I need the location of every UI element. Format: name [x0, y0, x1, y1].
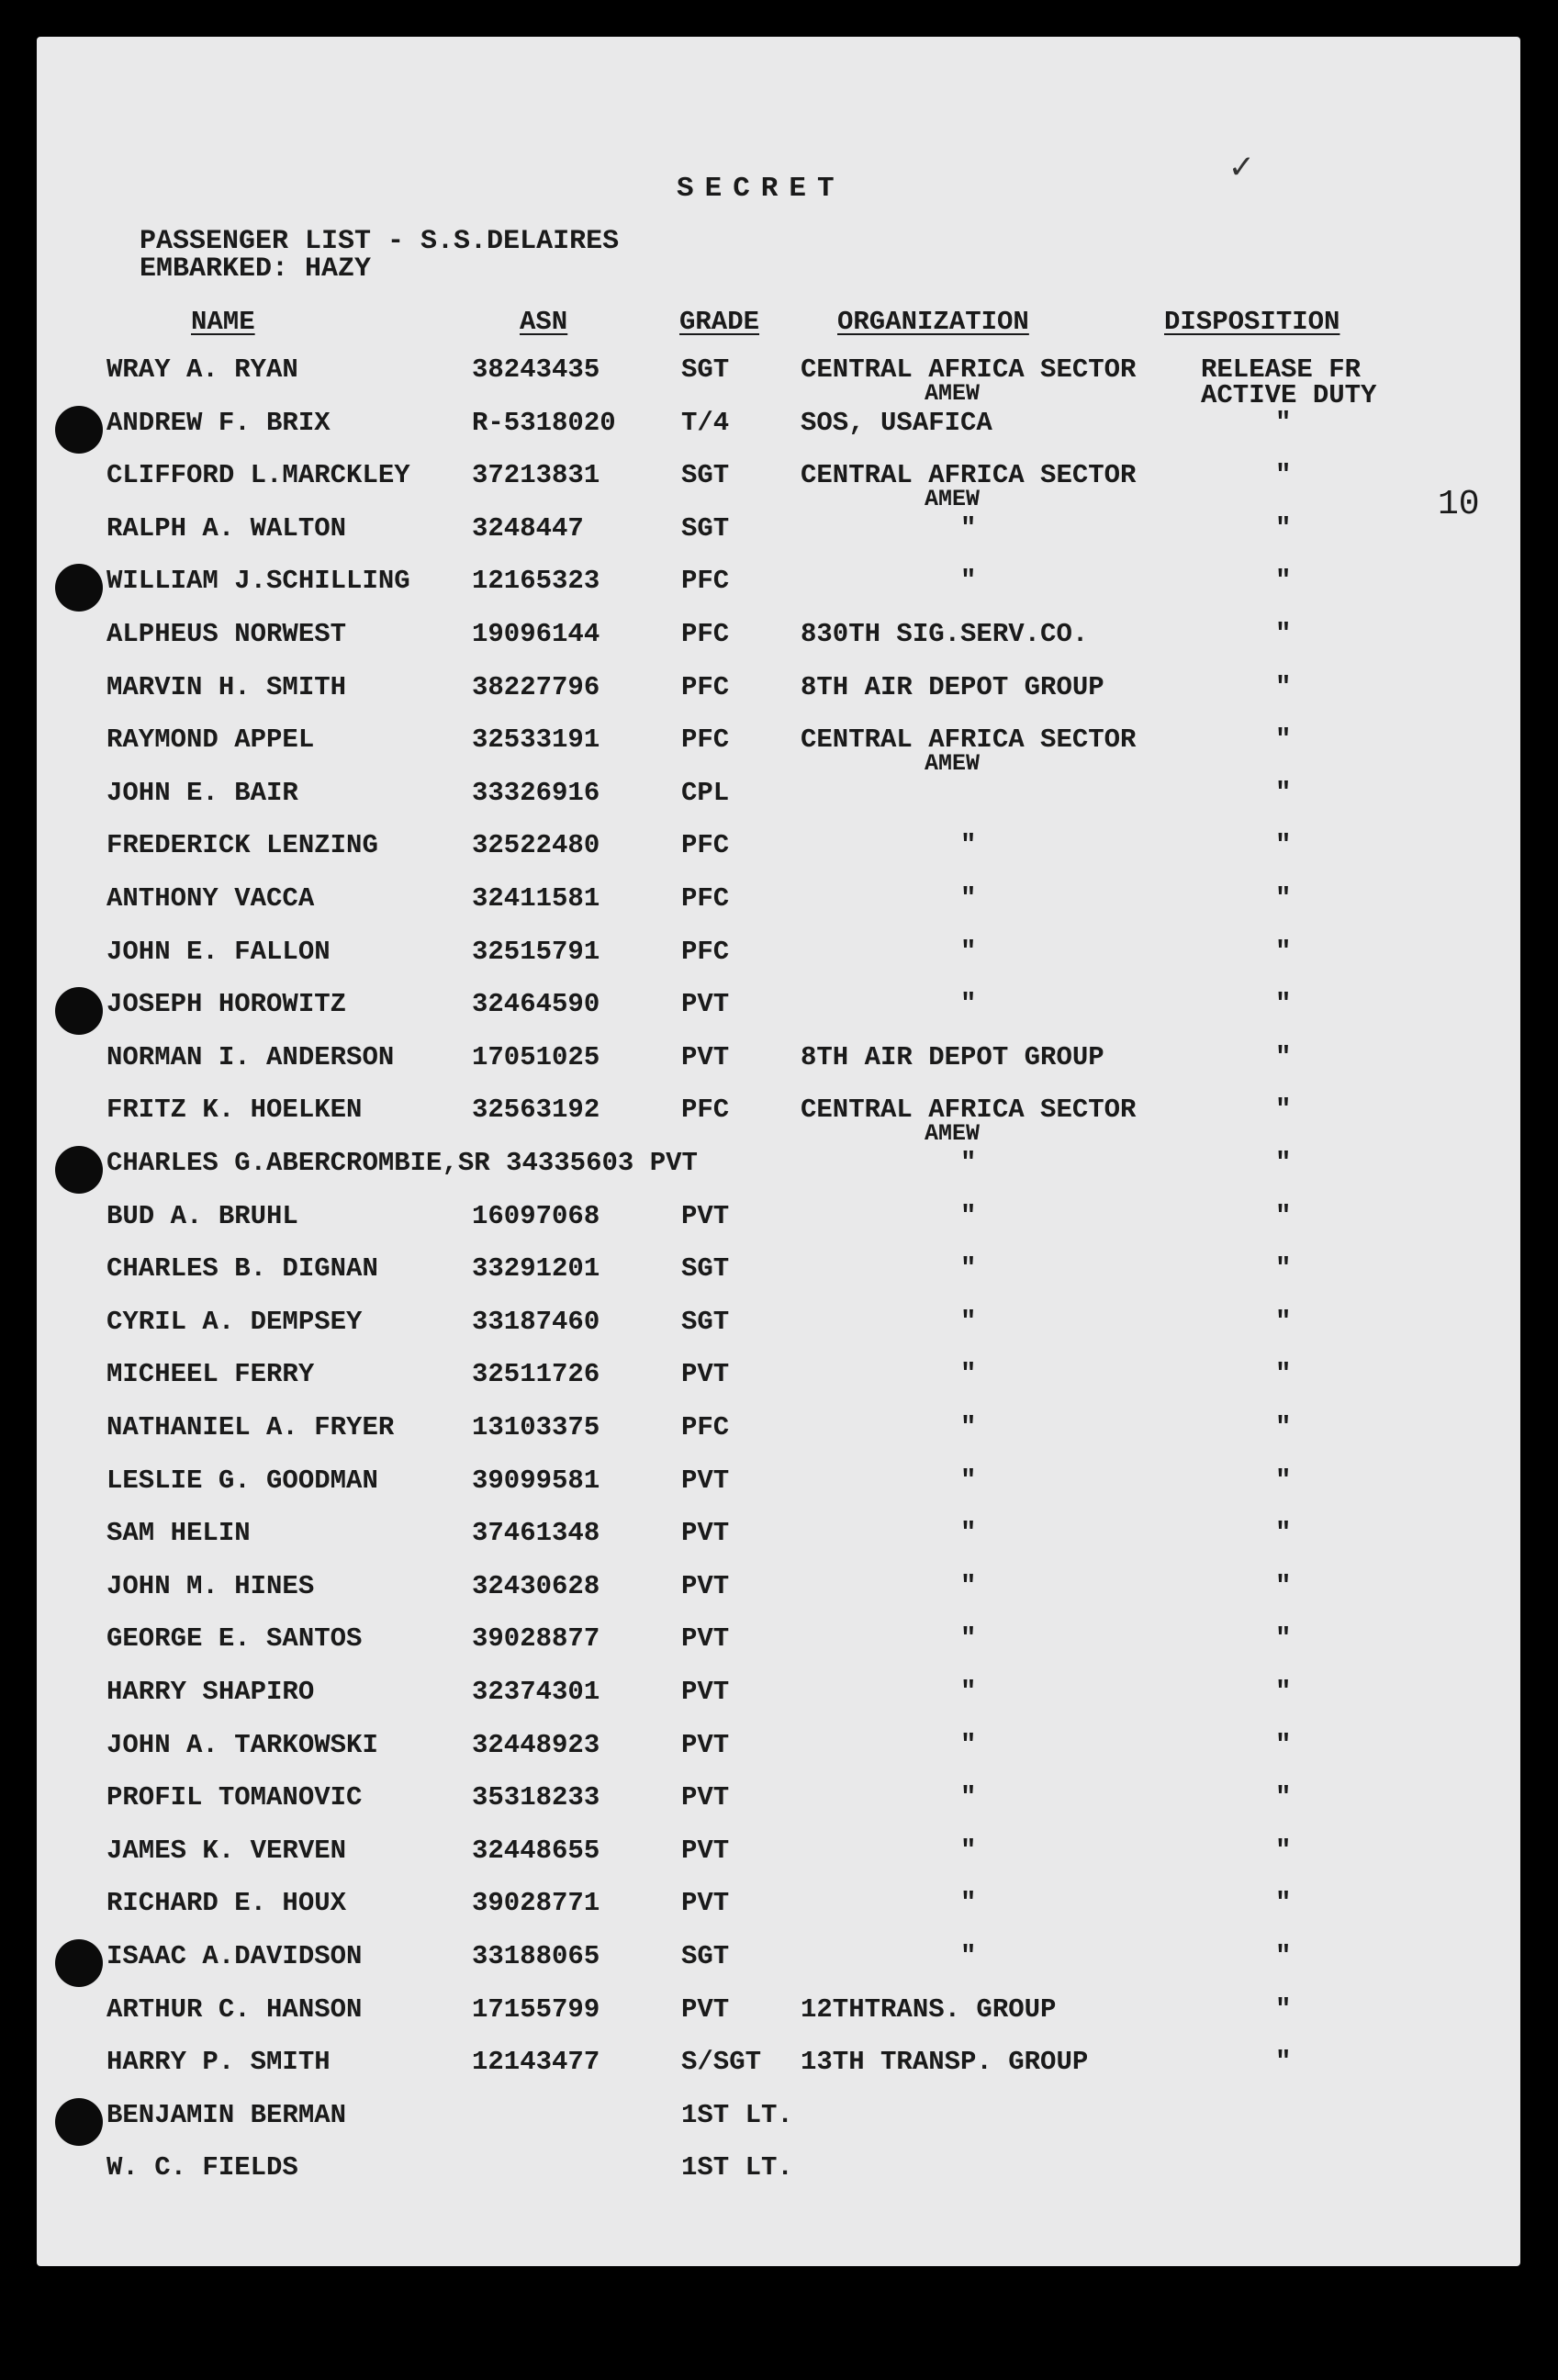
hole-punch-mark	[55, 406, 103, 454]
passenger-asn: 33291201	[472, 1253, 600, 1284]
passenger-disposition: "	[1275, 1307, 1292, 1337]
passenger-asn: 32515791	[472, 937, 600, 967]
passenger-grade: PVT	[681, 1518, 730, 1548]
table-row	[37, 937, 1520, 981]
passenger-asn: R-5318020	[472, 408, 616, 438]
table-row	[37, 1095, 1520, 1147]
hole-punch-mark	[55, 1939, 103, 1987]
hole-punch-mark	[55, 987, 103, 1035]
table-row	[37, 408, 1520, 452]
passenger-disposition: "	[1275, 1888, 1292, 1918]
table-row	[37, 830, 1520, 874]
table-row	[37, 1307, 1520, 1351]
passenger-asn: 39028877	[472, 1623, 600, 1654]
passenger-grade: PFC	[681, 619, 730, 649]
passenger-grade: PFC	[681, 830, 730, 860]
table-row	[37, 1518, 1520, 1562]
passenger-asn: 32448923	[472, 1730, 600, 1760]
table-row	[37, 1253, 1520, 1297]
passenger-grade: PVT	[681, 1888, 730, 1918]
passenger-organization: "	[960, 1307, 977, 1337]
passenger-name: JOHN E. BAIR	[106, 778, 298, 808]
passenger-organization: "	[960, 513, 977, 544]
passenger-disposition: RELEASE FR	[1201, 354, 1362, 385]
passenger-grade: PVT	[681, 1359, 730, 1389]
passenger-grade: SGT	[681, 354, 730, 385]
passenger-organization: CENTRAL AFRICA SECTOR	[801, 354, 1137, 385]
passenger-name: RAYMOND APPEL	[106, 724, 315, 755]
passenger-name: JAMES K. VERVEN	[106, 1836, 347, 1866]
passenger-name: HARRY SHAPIRO	[106, 1677, 315, 1707]
passenger-disposition: "	[1275, 408, 1292, 438]
passenger-name: ANTHONY VACCA	[106, 883, 315, 914]
table-row	[37, 1465, 1520, 1510]
passenger-asn: 32533191	[472, 724, 600, 755]
passenger-name: JOSEPH HOROWITZ	[106, 989, 347, 1019]
passenger-grade: PFC	[681, 1095, 730, 1125]
passenger-organization: "	[960, 989, 977, 1019]
passenger-organization-continued: AMEW	[925, 750, 981, 777]
passenger-organization: "	[960, 1465, 977, 1496]
passenger-name: MICHEEL FERRY	[106, 1359, 315, 1389]
passenger-name: NATHANIEL A. FRYER	[106, 1412, 395, 1443]
passenger-disposition: "	[1275, 1941, 1292, 1971]
passenger-name: SAM HELIN	[106, 1518, 251, 1548]
passenger-name: ANDREW F. BRIX	[106, 408, 331, 438]
passenger-asn: 39028771	[472, 1888, 600, 1918]
passenger-asn: 16097068	[472, 1201, 600, 1231]
table-row	[37, 778, 1520, 822]
passenger-name: BUD A. BRUHL	[106, 1201, 298, 1231]
passenger-disposition: "	[1275, 1253, 1292, 1284]
passenger-grade: PFC	[681, 724, 730, 755]
passenger-name: WRAY A. RYAN	[106, 354, 298, 385]
passenger-organization: "	[960, 1677, 977, 1707]
table-row	[37, 1941, 1520, 1985]
passenger-organization: "	[960, 1412, 977, 1443]
table-row	[37, 724, 1520, 777]
passenger-organization: "	[960, 1623, 977, 1654]
passenger-disposition: "	[1275, 883, 1292, 914]
column-header-disposition: DISPOSITION	[1164, 307, 1340, 337]
passenger-asn: 35318233	[472, 1782, 600, 1813]
passenger-grade: 1ST LT.	[681, 2152, 793, 2183]
passenger-organization: "	[960, 883, 977, 914]
table-row	[37, 354, 1520, 410]
passenger-asn: 32464590	[472, 989, 600, 1019]
passenger-organization: "	[960, 566, 977, 596]
passenger-disposition: "	[1275, 1412, 1292, 1443]
passenger-grade: PVT	[681, 1465, 730, 1496]
passenger-asn: 39099581	[472, 1465, 600, 1496]
passenger-asn: 32563192	[472, 1095, 600, 1125]
passenger-disposition: "	[1275, 460, 1292, 490]
column-header-organization: ORGANIZATION	[837, 307, 1029, 337]
passenger-organization: "	[960, 937, 977, 967]
passenger-grade: PVT	[681, 1782, 730, 1813]
passenger-organization-continued: AMEW	[925, 1120, 981, 1147]
passenger-asn: 33188065	[472, 1941, 600, 1971]
passenger-organization: "	[960, 1782, 977, 1813]
passenger-disposition: "	[1275, 1201, 1292, 1231]
passenger-disposition: "	[1275, 1465, 1292, 1496]
passenger-grade: SGT	[681, 460, 730, 490]
passenger-name: NORMAN I. ANDERSON	[106, 1042, 395, 1072]
passenger-grade: PVT	[681, 1623, 730, 1654]
passenger-name: FREDERICK LENZING	[106, 830, 378, 860]
passenger-name: CHARLES G.ABERCROMBIE,SR 34335603 PVT	[106, 1148, 698, 1178]
title-line: PASSENGER LIST - S.S.DELAIRES	[140, 226, 620, 257]
passenger-disposition-continued: ACTIVE DUTY	[1201, 380, 1377, 410]
passenger-disposition: "	[1275, 989, 1292, 1019]
passenger-name: RALPH A. WALTON	[106, 513, 347, 544]
passenger-disposition: "	[1275, 1095, 1292, 1125]
passenger-name: JOHN A. TARKOWSKI	[106, 1730, 378, 1760]
column-header-name: NAME	[191, 307, 255, 337]
table-row	[37, 513, 1520, 557]
passenger-grade: PFC	[681, 566, 730, 596]
passenger-disposition: "	[1275, 1782, 1292, 1813]
passenger-disposition: "	[1275, 830, 1292, 860]
passenger-organization: 13TH TRANSP. GROUP	[801, 2047, 1089, 2077]
passenger-name: CYRIL A. DEMPSEY	[106, 1307, 363, 1337]
passenger-organization: "	[960, 1253, 977, 1284]
hole-punch-mark	[55, 2098, 103, 2146]
passenger-organization: "	[960, 830, 977, 860]
passenger-grade: CPL	[681, 778, 730, 808]
table-row	[37, 1782, 1520, 1826]
passenger-organization: "	[960, 1941, 977, 1971]
passenger-disposition: "	[1275, 1042, 1292, 1072]
embarked-line: EMBARKED: HAZY	[140, 253, 372, 285]
passenger-grade: PVT	[681, 1571, 730, 1601]
passenger-disposition: "	[1275, 566, 1292, 596]
handwritten-check-mark: ✓	[1230, 149, 1253, 190]
passenger-disposition: "	[1275, 672, 1292, 702]
table-row	[37, 2100, 1520, 2144]
passenger-asn: 33326916	[472, 778, 600, 808]
passenger-name: LESLIE G. GOODMAN	[106, 1465, 378, 1496]
passenger-grade: PFC	[681, 883, 730, 914]
passenger-grade: SGT	[681, 1941, 730, 1971]
passenger-grade: PFC	[681, 937, 730, 967]
passenger-organization: CENTRAL AFRICA SECTOR	[801, 460, 1137, 490]
table-row	[37, 1994, 1520, 2038]
passenger-asn: 17051025	[472, 1042, 600, 1072]
passenger-disposition: "	[1275, 1677, 1292, 1707]
passenger-organization: "	[960, 1888, 977, 1918]
table-row	[37, 1836, 1520, 1880]
passenger-grade: SGT	[681, 513, 730, 544]
passenger-asn: 38227796	[472, 672, 600, 702]
passenger-disposition: "	[1275, 1148, 1292, 1178]
passenger-grade: T/4	[681, 408, 730, 438]
passenger-disposition: "	[1275, 937, 1292, 967]
passenger-name: JOHN M. HINES	[106, 1571, 315, 1601]
passenger-asn: 38243435	[472, 354, 600, 385]
passenger-asn: 32430628	[472, 1571, 600, 1601]
table-row	[37, 1623, 1520, 1667]
passenger-organization: "	[960, 1148, 977, 1178]
classification-header: SECRET	[677, 173, 846, 205]
passenger-asn: 32448655	[472, 1836, 600, 1866]
passenger-name: W. C. FIELDS	[106, 2152, 298, 2183]
passenger-asn: 32511726	[472, 1359, 600, 1389]
passenger-organization: 8TH AIR DEPOT GROUP	[801, 1042, 1104, 1072]
passenger-organization: 12THTRANS. GROUP	[801, 1994, 1057, 2025]
passenger-asn: 32374301	[472, 1677, 600, 1707]
passenger-name: ALPHEUS NORWEST	[106, 619, 347, 649]
passenger-disposition: "	[1275, 1571, 1292, 1601]
passenger-asn: 19096144	[472, 619, 600, 649]
passenger-disposition: "	[1275, 1359, 1292, 1389]
passenger-grade: PVT	[681, 1994, 730, 2025]
passenger-name: WILLIAM J.SCHILLING	[106, 566, 410, 596]
passenger-organization: "	[960, 1571, 977, 1601]
passenger-asn: 12143477	[472, 2047, 600, 2077]
passenger-name: RICHARD E. HOUX	[106, 1888, 347, 1918]
hole-punch-mark	[55, 564, 103, 612]
table-row	[37, 883, 1520, 927]
passenger-asn: 12165323	[472, 566, 600, 596]
passenger-organization-continued: AMEW	[925, 486, 981, 512]
passenger-organization: "	[960, 1359, 977, 1389]
passenger-disposition: "	[1275, 1994, 1292, 2025]
passenger-name: CLIFFORD L.MARCKLEY	[106, 460, 410, 490]
passenger-asn: 32522480	[472, 830, 600, 860]
passenger-organization: CENTRAL AFRICA SECTOR	[801, 1095, 1137, 1125]
passenger-disposition: "	[1275, 1730, 1292, 1760]
passenger-disposition: "	[1275, 1623, 1292, 1654]
passenger-grade: S/SGT	[681, 2047, 762, 2077]
passenger-disposition: "	[1275, 778, 1292, 808]
passenger-disposition: "	[1275, 619, 1292, 649]
table-row	[37, 1359, 1520, 1403]
passenger-grade: PVT	[681, 989, 730, 1019]
passenger-organization-continued: AMEW	[925, 380, 981, 407]
column-header-asn: ASN	[520, 307, 568, 337]
passenger-asn: 32411581	[472, 883, 600, 914]
table-row	[37, 566, 1520, 610]
passenger-asn: 37213831	[472, 460, 600, 490]
table-row	[37, 1412, 1520, 1456]
passenger-disposition: "	[1275, 724, 1292, 755]
passenger-organization: 830TH SIG.SERV.CO.	[801, 619, 1089, 649]
passenger-organization: "	[960, 1730, 977, 1760]
table-row	[37, 672, 1520, 716]
passenger-grade: PVT	[681, 1677, 730, 1707]
column-header-grade: GRADE	[679, 307, 760, 337]
passenger-name: PROFIL TOMANOVIC	[106, 1782, 363, 1813]
passenger-grade: PVT	[681, 1201, 730, 1231]
passenger-name: BENJAMIN BERMAN	[106, 2100, 347, 2130]
passenger-name: ARTHUR C. HANSON	[106, 1994, 363, 2025]
table-row	[37, 989, 1520, 1033]
passenger-grade: SGT	[681, 1253, 730, 1284]
passenger-grade: 1ST LT.	[681, 2100, 793, 2130]
passenger-disposition: "	[1275, 2047, 1292, 2077]
passenger-grade: PFC	[681, 1412, 730, 1443]
passenger-name: JOHN E. FALLON	[106, 937, 331, 967]
passenger-grade: PVT	[681, 1836, 730, 1866]
passenger-organization: 8TH AIR DEPOT GROUP	[801, 672, 1104, 702]
page-number: 10	[1438, 485, 1480, 524]
table-row	[37, 1148, 1520, 1192]
table-row	[37, 2047, 1520, 2091]
table-row	[37, 1201, 1520, 1245]
passenger-organization: "	[960, 1518, 977, 1548]
passenger-name: GEORGE E. SANTOS	[106, 1623, 363, 1654]
passenger-grade: PVT	[681, 1042, 730, 1072]
passenger-asn: 33187460	[472, 1307, 600, 1337]
table-row	[37, 1730, 1520, 1774]
passenger-disposition: "	[1275, 1518, 1292, 1548]
passenger-grade: PVT	[681, 1730, 730, 1760]
passenger-name: ISAAC A.DAVIDSON	[106, 1941, 363, 1971]
passenger-disposition: "	[1275, 513, 1292, 544]
table-row	[37, 1677, 1520, 1721]
table-row	[37, 1042, 1520, 1086]
passenger-asn: 17155799	[472, 1994, 600, 2025]
table-row	[37, 1571, 1520, 1615]
passenger-organization: CENTRAL AFRICA SECTOR	[801, 724, 1137, 755]
passenger-organization: "	[960, 1201, 977, 1231]
passenger-organization: "	[960, 1836, 977, 1866]
hole-punch-mark	[55, 1146, 103, 1194]
passenger-asn: 37461348	[472, 1518, 600, 1548]
passenger-name: FRITZ K. HOELKEN	[106, 1095, 363, 1125]
passenger-asn: 13103375	[472, 1412, 600, 1443]
passenger-name: HARRY P. SMITH	[106, 2047, 331, 2077]
passenger-asn: 3248447	[472, 513, 584, 544]
passenger-organization: SOS, USAFICA	[801, 408, 992, 438]
passenger-grade: PFC	[681, 672, 730, 702]
document-page	[37, 37, 1520, 2266]
passenger-name: MARVIN H. SMITH	[106, 672, 347, 702]
table-row	[37, 2152, 1520, 2196]
table-row	[37, 619, 1520, 663]
passenger-disposition: "	[1275, 1836, 1292, 1866]
passenger-name: CHARLES B. DIGNAN	[106, 1253, 378, 1284]
passenger-grade: SGT	[681, 1307, 730, 1337]
table-row	[37, 1888, 1520, 1932]
